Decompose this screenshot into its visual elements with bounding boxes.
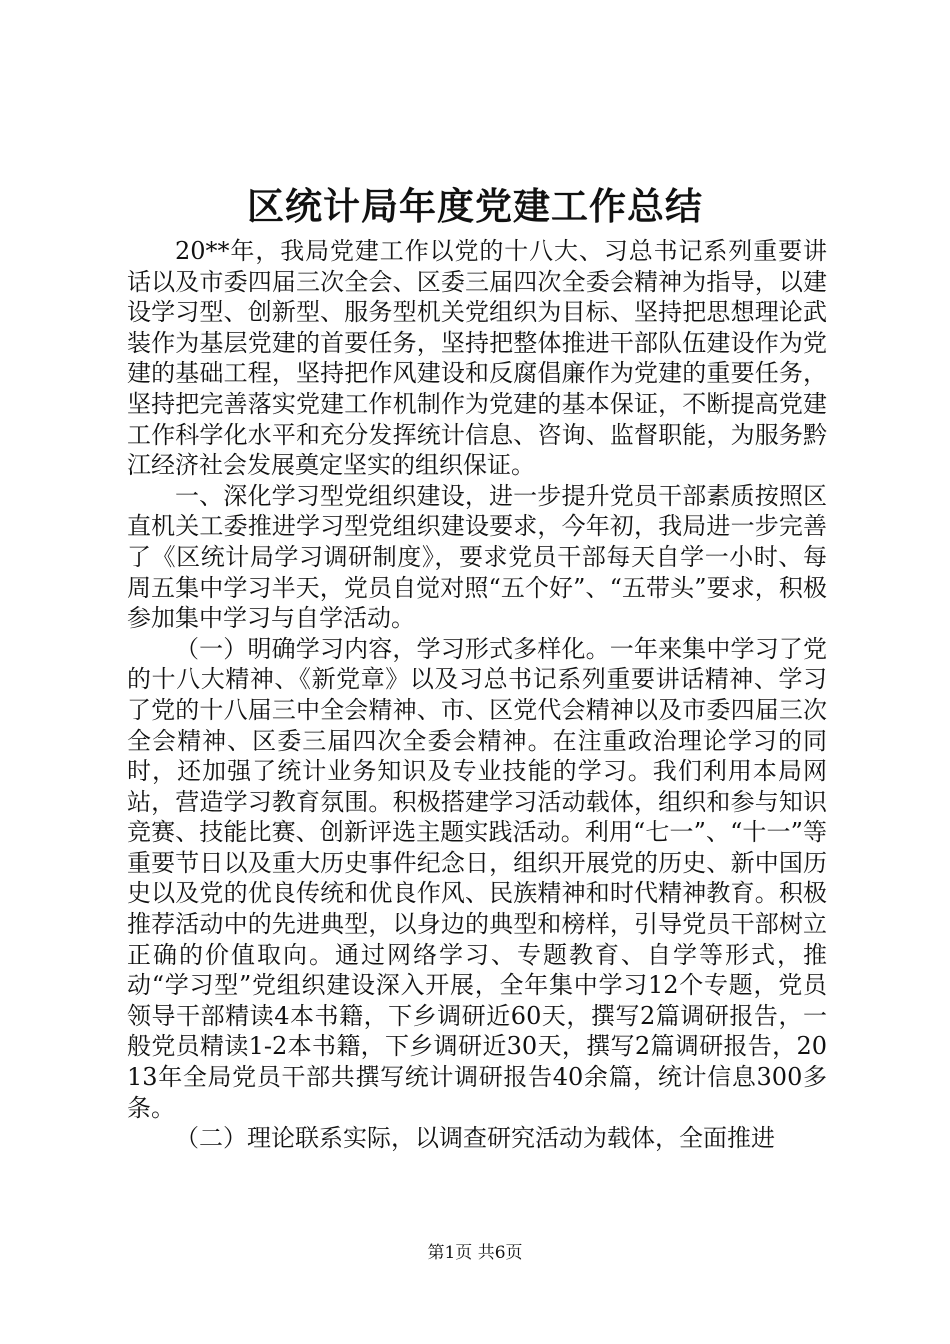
paragraph-section-one: 一、深化学习型党组织建设，进一步提升党员干部素质按照区直机关工委推进学习型党组织建设要求，今年初，我局进一步完善了《区统计局学习调研制度》，要求党员干部每天自学一小时、每周五集中学习半天，党员自觉对照“五个好”、“五带头”要求，积极参加集中学习与自学活动。 — [127, 481, 827, 633]
paragraph-subsection-two: （二）理论联系实际，以调查研究活动为载体，全面推进 — [175, 1124, 775, 1153]
paragraph-subsection-one: （一）明确学习内容，学习形式多样化。一年来集中学习了党的十八大精神、《新党章》以及习总书记系列重要讲话精神、学习了党的十八届三中全会精神、市、区党代会精神以及市委四届三次全会精神、区委三届四次全委会精神。在注重政治理论学习的同时，还加强了统计业务知识及专业技能的学习。我们利用本局网站，营造学习教育氛围。积极搭建学习活动载体，组织和参与知识竞赛、技能比赛、创新评选主题实践活动。利用“七一”、“十一”等重要节日以及重大历史事件纪念日，组织开展党的历史、新中国历史以及党的优良传统和优良作风、民族精神和时代精神教育。积极推荐活动中的先进典型，以身边的典型和榜样，引导党员干部树立正确的价值取向。通过网络学习、专题教育、自学等形式，推动“学习型”党组织建设深入开展，全年集中学习12个专题，党员领导干部精读4本书籍，下乡调研近60天，撰写2篇调研报告，一般党员精读1-2本书籍，下乡调研近30天，撰写2篇调研报告，2013年全局党员干部共撰写统计调研报告40余篇，统计信息300多条。 — [127, 634, 827, 1122]
document-title: 区统计局年度党建工作总结 — [247, 185, 703, 228]
paragraph-intro: 20**年，我局党建工作以党的十八大、习总书记系列重要讲话以及市委四届三次全会、区委三届四次全委会精神为指导，以建设学习型、创新型、服务型机关党组织为目标、坚持把思想理论武装作为基层党建的首要任务，坚持把整体推进干部队伍建设作为党建的基础工程，坚持把作风建设和反腐倡廉作为党建的重要任务，坚持把完善落实党建工作机制作为党建的基本保证，不断提高党建工作科学化水平和充分发挥统计信息、咨询、监督职能，为服务黔江经济社会发展奠定坚实的组织保证。 — [127, 237, 827, 480]
document-body — [127, 236, 827, 1154]
page-number-footer: 第1页 共6页 — [427, 1243, 523, 1263]
